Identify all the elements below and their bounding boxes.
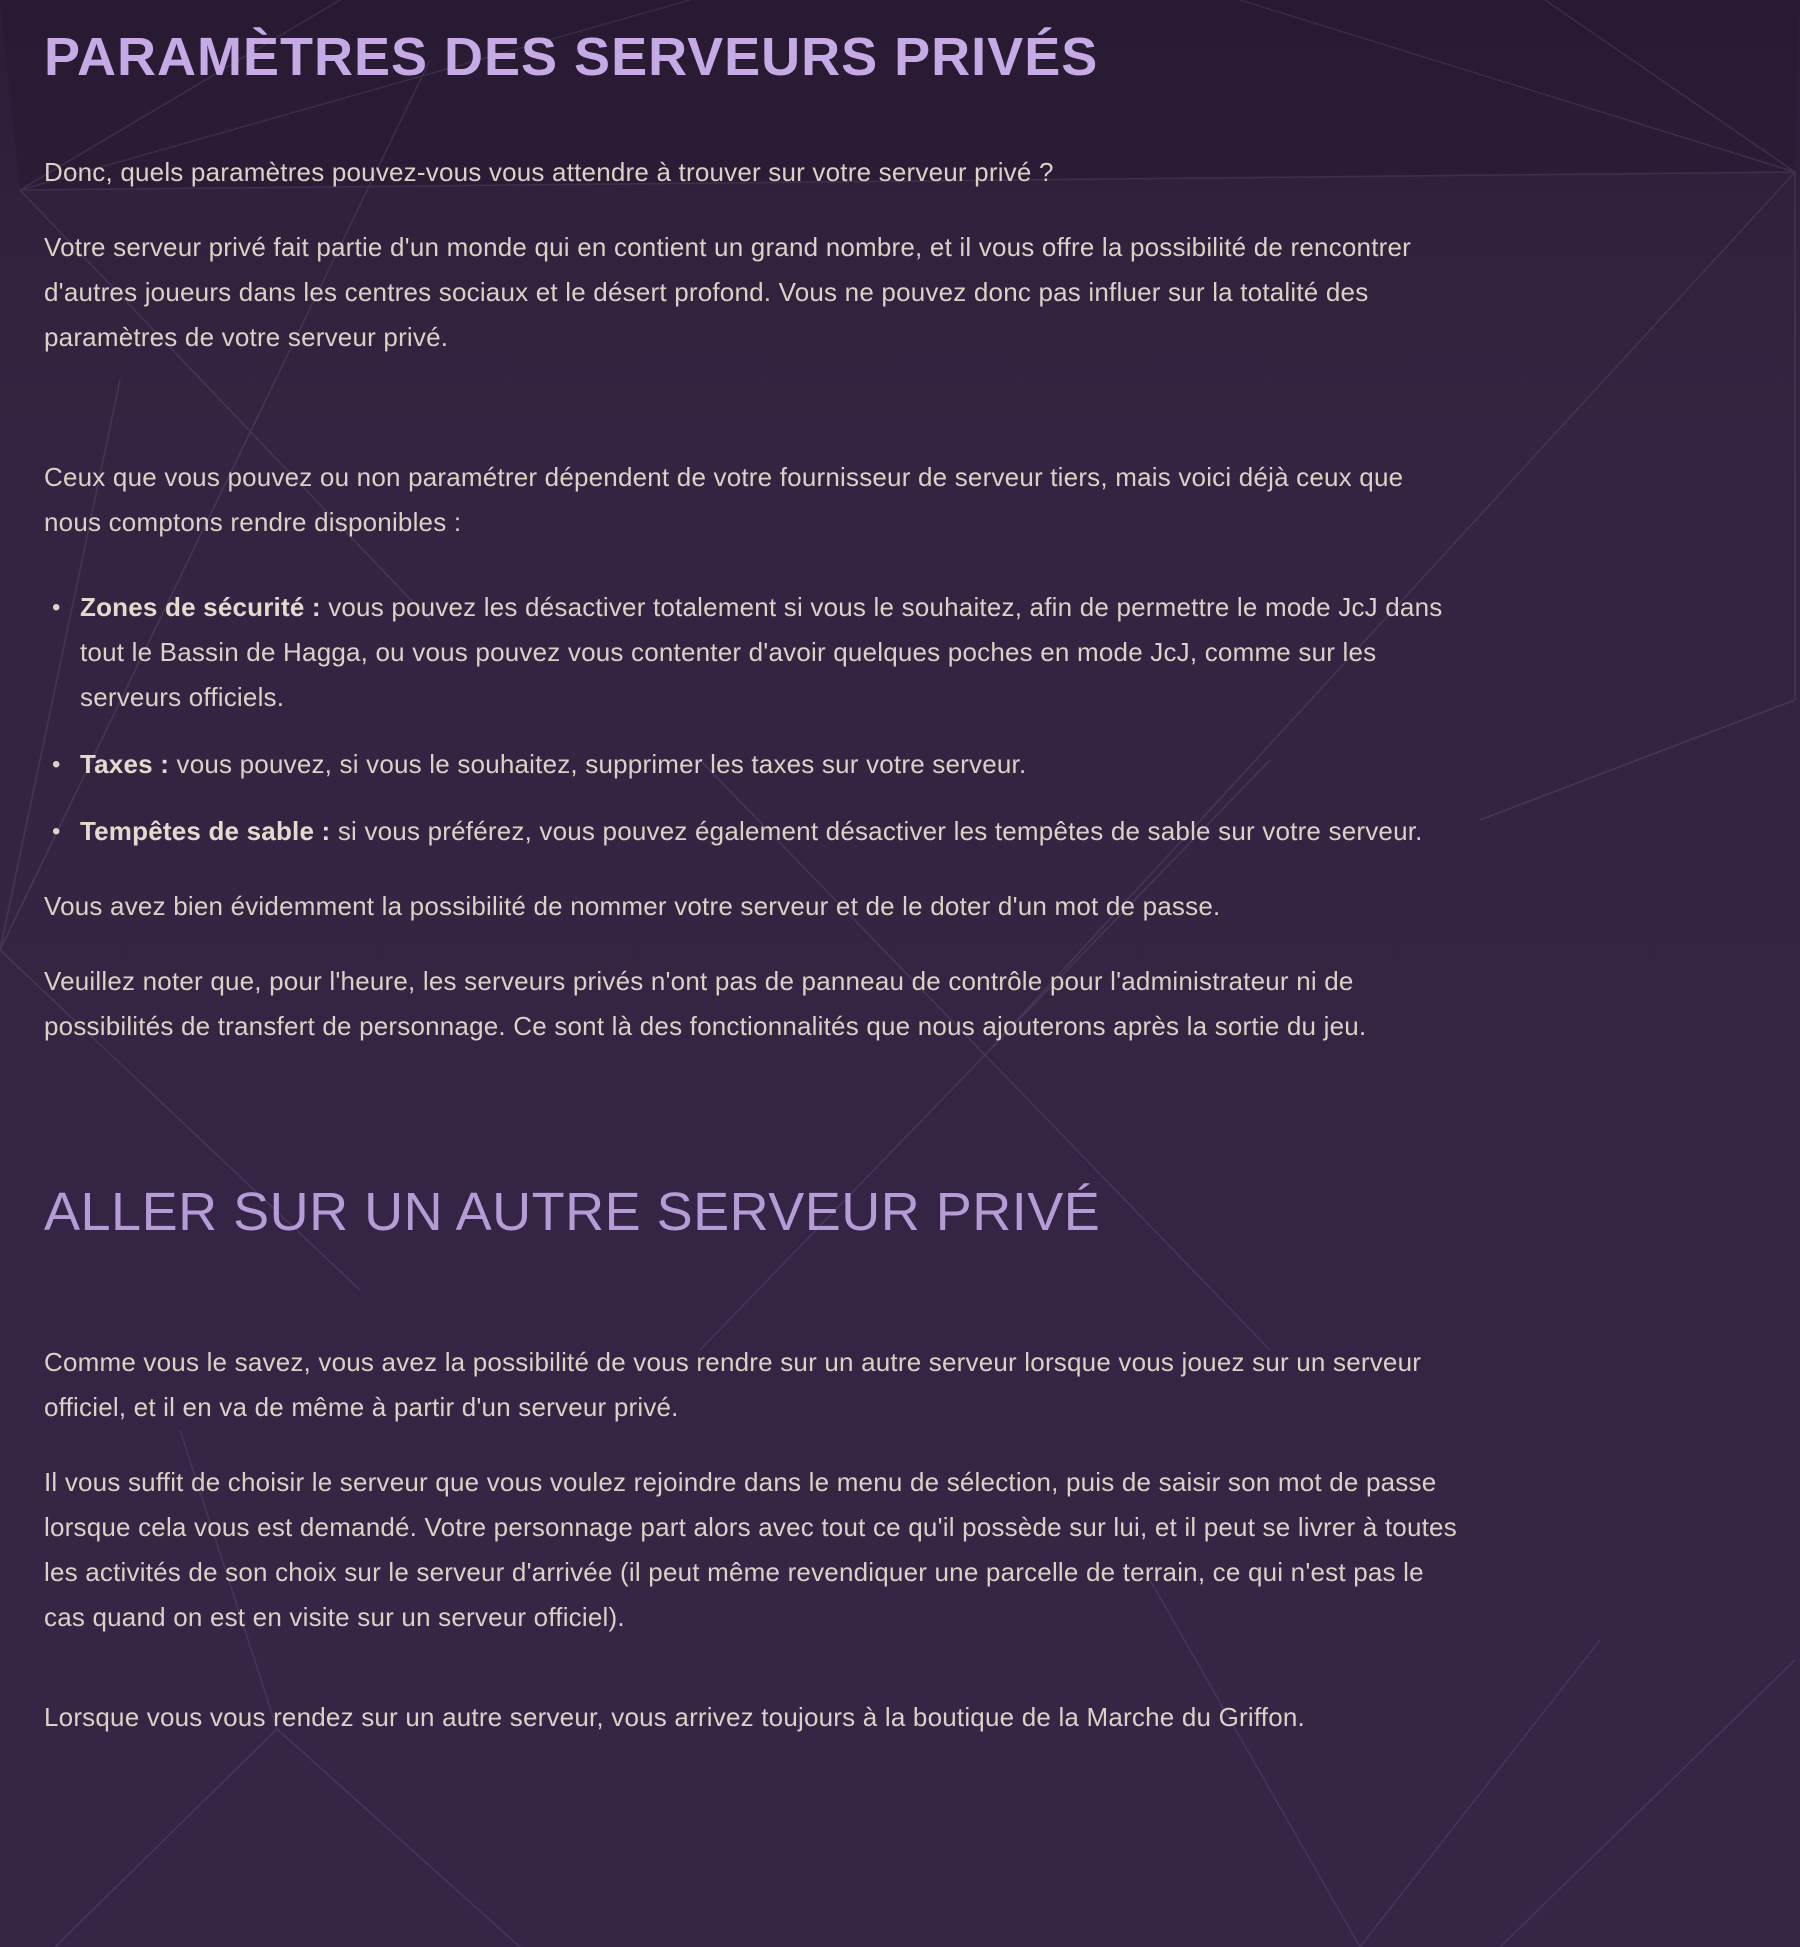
list-item-zones-de-securite xyxy=(44,585,1464,720)
section-heading-parametres: PARAMÈTRES DES SERVEURS PRIVÉS xyxy=(44,27,1099,87)
paragraph-choisir-serveur: Il vous suffit de choisir le serveur que vous voulez rejoindre dans le menu de sélection, puis de saisir son mot de passe lorsque cela vous est demandé. Votre personnage part alors avec tout ce qu'il possède sur lui, et il peut se livrer à toutes les activités de son choix sur le serveur d'arrivée (il peut même revendiquer une parcelle de terrain, ce qui n'est pas le cas quand on est en visite sur un serveur officiel). xyxy=(44,1467,1457,1632)
paragraph-panneau-controle: Veuillez noter que, pour l'heure, les serveurs privés n'ont pas de panneau de contrôle pour l'administrateur ni de possibilités de transfert de personnage. Ce sont là des fonctionnalités que nous ajouterons après la sortie du jeu. xyxy=(44,966,1367,1041)
section-heading-aller-autre-serveur: ALLER SUR UN AUTRE SERVEUR PRIVÉ xyxy=(44,1182,1101,1242)
bullet-label: Tempêtes de sable : xyxy=(80,816,331,846)
bullet-label: Zones de sécurité : xyxy=(80,592,321,622)
paragraph-intro-question: Donc, quels paramètres pouvez-vous vous attendre à trouver sur votre serveur privé ? xyxy=(44,157,1054,187)
settings-list xyxy=(44,585,1464,854)
paragraph-monde: Votre serveur privé fait partie d'un monde qui en contient un grand nombre, et il vous offre la possibilité de rencontrer d'autres joueurs dans les centres sociaux et le désert profond. Vous ne pouvez donc pas influer sur la totalité des paramètres de votre serveur privé. xyxy=(44,232,1412,352)
paragraph-boutique-griffon: Lorsque vous vous rendez sur un autre serveur, vous arrivez toujours à la boutique de la Marche du Griffon. xyxy=(44,1702,1305,1732)
bullet-text: si vous préférez, vous pouvez également désactiver les tempêtes de sable sur votre serveur. xyxy=(330,816,1423,846)
list-item-tempetes-de-sable xyxy=(44,809,1464,854)
list-item-taxes xyxy=(44,742,1464,787)
bullet-label: Taxes : xyxy=(80,749,170,779)
paragraph-fournisseur: Ceux que vous pouvez ou non paramétrer dépendent de votre fournisseur de serveur tiers, mais voici déjà ceux que nous comptons rendre disponibles : xyxy=(44,462,1404,537)
bullet-text: vous pouvez les désactiver totalement si vous le souhaitez, afin de permettre le mode JcJ dans tout le Bassin de Hagga, ou vous pouvez vous contenter d'avoir quelques poches en mode JcJ, comme sur les serveurs officiels. xyxy=(80,592,1443,712)
bullet-text: vous pouvez, si vous le souhaitez, supprimer les taxes sur votre serveur. xyxy=(169,749,1027,779)
paragraph-rendre-autre-serveur: Comme vous le savez, vous avez la possibilité de vous rendre sur un autre serveur lorsque vous jouez sur un serveur officiel, et il en va de même à partir d'un serveur privé. xyxy=(44,1347,1422,1422)
paragraph-nommer-serveur: Vous avez bien évidemment la possibilité de nommer votre serveur et de le doter d'un mot de passe. xyxy=(44,891,1221,921)
